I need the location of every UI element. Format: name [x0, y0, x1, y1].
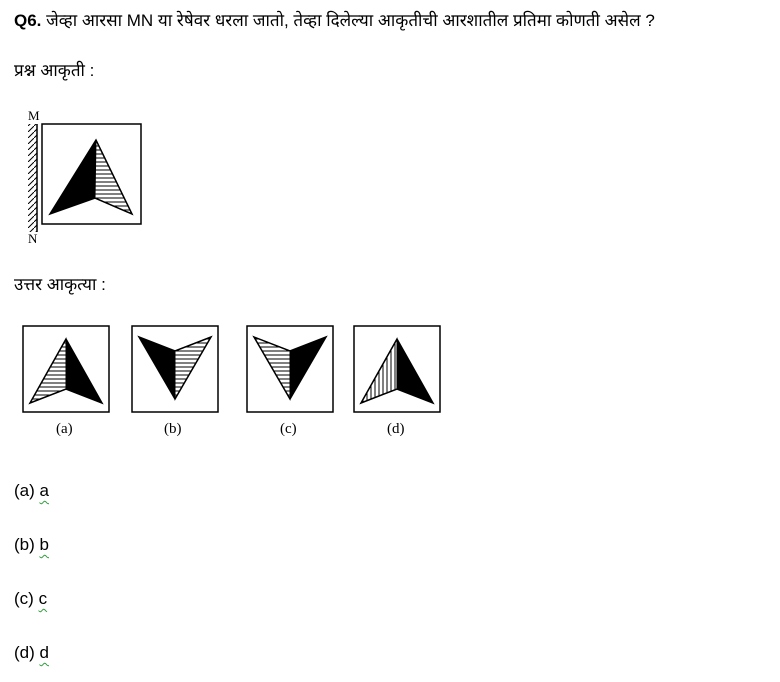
mirror-label-m: M — [28, 108, 40, 123]
mirror-hatching — [28, 124, 37, 232]
answer-figures-label: उत्तर आकृत्या : — [14, 275, 106, 294]
option-caption-d: (d) — [387, 421, 405, 437]
option-caption-c: (c) — [280, 421, 297, 437]
answer-choice-a[interactable] — [14, 481, 49, 501]
answer-value: d — [39, 643, 49, 662]
option-figure-c — [246, 325, 334, 418]
answer-choice-d[interactable] — [14, 643, 49, 663]
option-caption-a: (a) — [56, 421, 73, 437]
answer-choice-b[interactable] — [14, 535, 49, 555]
option-caption-b: (b) — [164, 421, 182, 437]
question-number: Q6. — [14, 11, 42, 30]
mirror-label-n: N — [28, 231, 38, 246]
option-figure-d — [353, 325, 441, 418]
problem-figure-label: प्रश्न आकृती : — [14, 61, 95, 80]
answer-value: c — [38, 589, 48, 608]
answer-value: a — [39, 481, 49, 500]
answer-key: (d) — [14, 643, 35, 662]
answer-key: (c) — [14, 589, 34, 608]
answer-key: (a) — [14, 481, 35, 500]
question-text — [14, 8, 655, 31]
option-figure-b — [131, 325, 219, 418]
option-figure-a — [22, 325, 110, 418]
answer-value: b — [39, 535, 49, 554]
answer-choice-c[interactable] — [14, 589, 47, 609]
problem-figure — [22, 108, 152, 251]
answer-key: (b) — [14, 535, 35, 554]
question-body: जेव्हा आरसा MN या रेषेवर धरला जातो, तेव्हा दिलेल्या आकृतीची आरशातील प्रतिमा कोणती असेल ? — [46, 11, 655, 30]
